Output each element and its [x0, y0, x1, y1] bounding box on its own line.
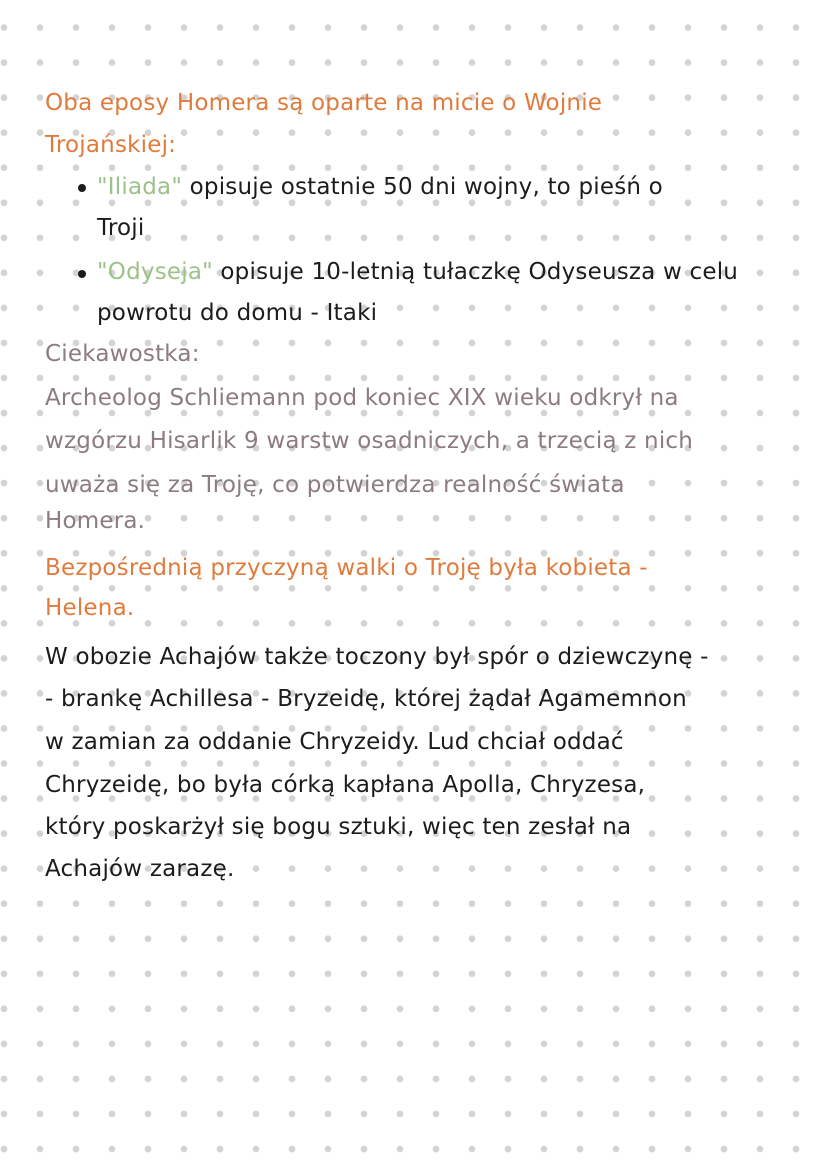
bullet-item-iliada — [97, 172, 663, 202]
cause-line: Helena. — [45, 595, 135, 621]
bullet-text: powrotu do domu - Itaki — [97, 300, 378, 326]
bullet-icon — [78, 270, 86, 278]
intro-line: Trojańskiej: — [45, 132, 177, 158]
bullet-icon — [78, 184, 86, 192]
bullet-title: "Iliada" — [97, 174, 183, 200]
trivia-line: Archeolog Schliemann pod koniec XIX wieku odkrył na — [45, 385, 679, 411]
trivia-heading: Ciekawostka: — [45, 341, 200, 367]
bullet-text: opisuje 10-letnią tułaczkę Odyseusza w celu — [212, 259, 739, 285]
camp-line: W obozie Achajów także toczony był spór o dziewczynę - — [45, 644, 709, 670]
bullet-text: Troji — [97, 215, 145, 241]
trivia-line: uważa się za Troję, co potwierdza realność świata — [45, 472, 625, 498]
camp-line: w zamian za oddanie Chryzeidy. Lud chciał oddać — [45, 729, 624, 755]
camp-line: Chryzeidę, bo była córką kapłana Apolla, Chryzesa, — [45, 772, 646, 798]
intro-line: Oba eposy Homera są oparte na micie o Wojnie — [45, 90, 603, 116]
trivia-line: wzgórzu Hisarlik 9 warstw osadniczych, a trzecią z nich — [45, 428, 694, 454]
bullet-item-odyseja — [97, 257, 738, 287]
camp-line: Achajów zarazę. — [45, 856, 235, 882]
bullet-text: opisuje ostatnie 50 dni wojny, to pieśń o — [182, 174, 663, 200]
cause-line: Bezpośrednią przyczyną walki o Troję była kobieta - — [45, 555, 648, 581]
bullet-title: "Odyseja" — [97, 259, 213, 285]
trivia-line: Homera. — [45, 508, 146, 534]
camp-line: który poskarżył się bogu sztuki, więc ten zesłał na — [45, 814, 632, 840]
camp-line: - brankę Achillesa - Bryzeidę, której żądał Agamemnon — [45, 686, 687, 712]
